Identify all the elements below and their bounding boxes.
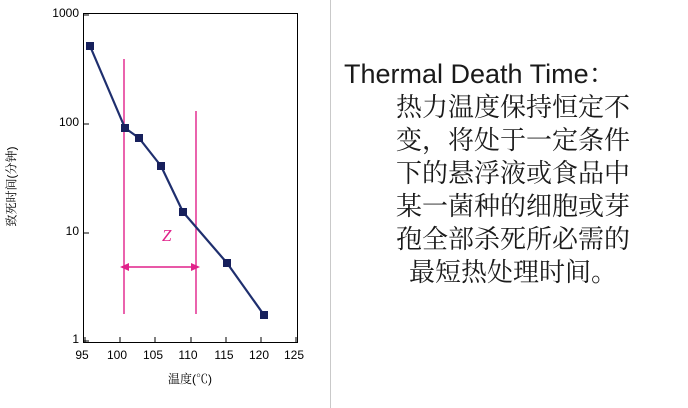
data-point-marker — [135, 134, 143, 142]
data-point-marker — [179, 208, 187, 216]
x-tick-label: 115 — [214, 348, 234, 362]
data-point-marker — [223, 259, 231, 267]
x-tick-label: 110 — [178, 348, 198, 362]
panel-divider — [330, 0, 331, 408]
chart-panel — [0, 0, 330, 408]
y-tick-label: 100 — [58, 115, 79, 129]
z-value-label: Z — [162, 226, 172, 245]
plot-area — [83, 13, 298, 343]
body-line: 最短热处理时间。 — [408, 258, 617, 288]
x-tick-label: 105 — [142, 348, 164, 362]
y-tick-label: 1000 — [52, 6, 79, 20]
body-line: 热力温度保持恒定不 — [395, 93, 630, 123]
text-body — [348, 92, 678, 290]
text-panel — [334, 0, 688, 408]
x-axis-tick-labels — [60, 348, 330, 364]
x-tick-label: 125 — [283, 348, 305, 362]
text-heading: Thermal Death Time： — [344, 59, 616, 89]
body-line: 某一菌种的细胞或芽 — [395, 192, 630, 222]
chart-svg — [84, 14, 297, 342]
y-tick-label: 1 — [72, 332, 79, 346]
data-point-marker — [121, 124, 129, 132]
data-point-marker — [260, 311, 268, 319]
x-tick-label: 120 — [248, 348, 270, 362]
data-point-marker — [86, 42, 94, 50]
body-line: 变，将处于一定条件 — [395, 126, 630, 156]
y-tick-label: 10 — [65, 224, 79, 238]
y-axis-title: 致死时间(分钟) — [4, 146, 19, 227]
x-tick-label: 95 — [75, 348, 89, 362]
data-point-marker — [157, 162, 165, 170]
x-tick-label: 100 — [106, 348, 128, 362]
series-line — [90, 46, 264, 315]
x-axis-title: 温度(℃) — [168, 372, 212, 386]
y-axis-tick-labels — [33, 0, 79, 408]
body-line: 下的悬浮液或食品中 — [395, 159, 630, 189]
body-line: 孢全部杀死所必需的 — [395, 225, 630, 255]
